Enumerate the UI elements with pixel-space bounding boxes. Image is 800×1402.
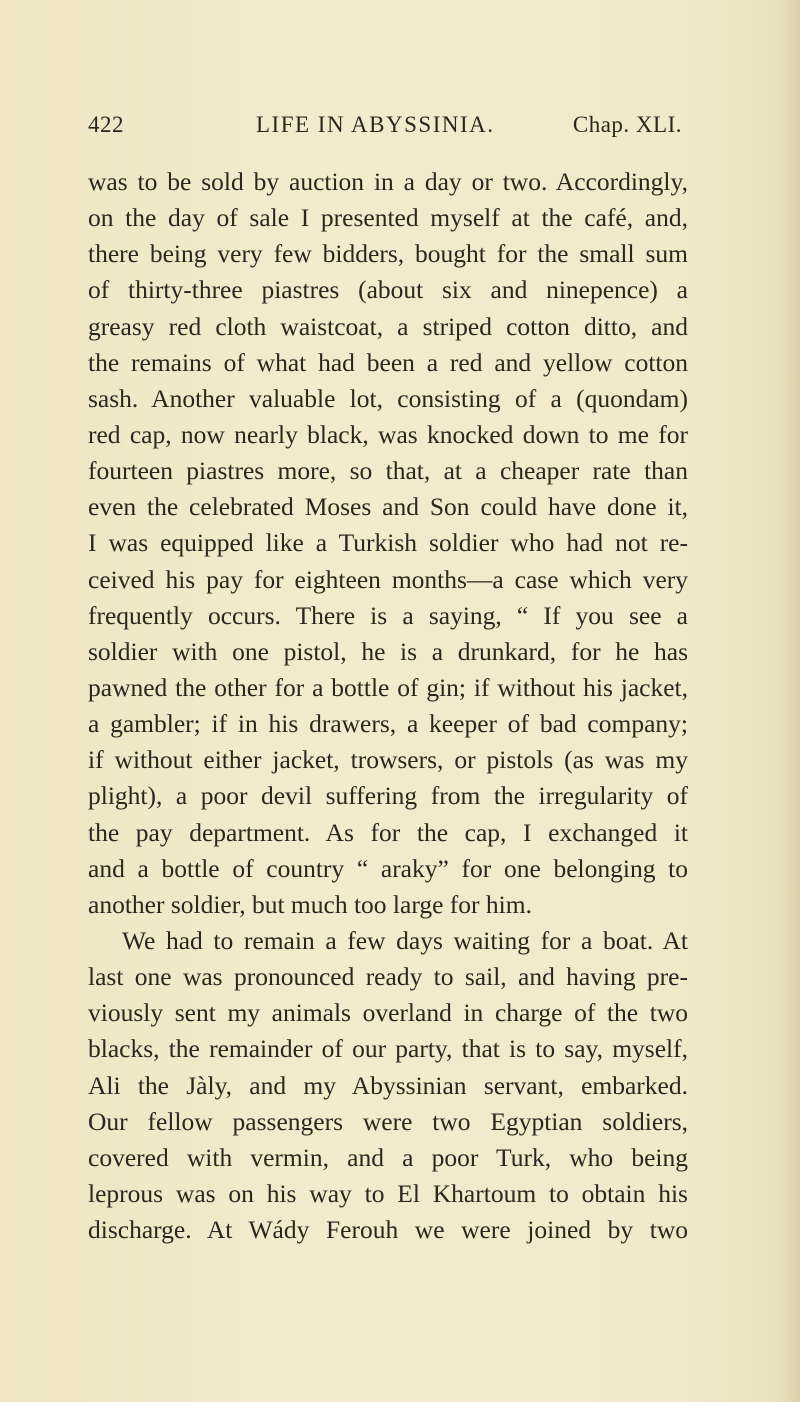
body-text [88, 164, 688, 1248]
text-line: of thirty-three piastres (about six and ninepence) a [88, 275, 688, 305]
text-line: was to be sold by auction in a day or two. Accordingly, [88, 167, 688, 196]
running-title: LIFE IN ABYSSINIA. [256, 112, 495, 137]
text-line: Our fellow passengers were two Egyptian soldiers, [88, 1106, 688, 1136]
text-line: sash. Another valuable lot, consisting of a (quondam) [88, 383, 688, 413]
text-line: red cap, now nearly black, was knocked down to me for [88, 419, 688, 449]
text-line: a gambler; if in his drawers, a keeper of bad company; [88, 709, 688, 739]
text-line: the pay department. As for the cap, I exchanged it [88, 817, 688, 847]
text-line: on the day of sale I presented myself at the café, and, [88, 203, 688, 233]
text-line: I was equipped like a Turkish soldier who had not re- [88, 528, 688, 558]
text-line: if without either jacket, trowsers, or pistols (as was my [88, 745, 688, 775]
running-header [88, 112, 682, 146]
text-line: soldier with one pistol, he is a drunkard, for he has [88, 636, 688, 666]
text-line: frequently occurs. There is a saying, “ If you see a [88, 600, 688, 630]
text-line: even the celebrated Moses and Son could have done it, [88, 492, 688, 522]
chapter-label: Chap. XLI. [572, 112, 682, 137]
text-line: discharge. At Wády Ferouh we were joined by two [88, 1215, 688, 1245]
page-edge-shadow [778, 0, 800, 1402]
text-line: there being very few bidders, bought for the small sum [88, 239, 688, 269]
text-line: fourteen piastres more, so that, at a cheaper rate than [88, 456, 688, 486]
text-line: pawned the other for a bottle of gin; if without his jacket, [88, 672, 688, 702]
text-line: plight), a poor devil suffering from the irregularity of [88, 781, 688, 811]
text-line: greasy red cloth waistcoat, a striped cotton ditto, and [88, 311, 688, 341]
text-line: last one was pronounced ready to sail, and having pre- [88, 962, 688, 992]
text-line: leprous was on his way to El Khartoum to obtain his [88, 1178, 688, 1208]
text-line: the remains of what had been a red and yellow cotton [88, 347, 688, 377]
text-line: Ali the Jàly, and my Abyssinian servant, embarked. [88, 1070, 688, 1100]
text-line: viously sent my animals overland in charge of the two [88, 998, 688, 1028]
text-line: and a bottle of country “ araky” for one belonging to [88, 853, 688, 883]
text-line: blacks, the remainder of our party, that is to say, myself, [88, 1034, 688, 1064]
page-number: 422 [88, 112, 124, 137]
paragraph-end-line: another soldier, but much too large for him. [88, 889, 532, 919]
text-line: ceived his pay for eighteen months—a case which very [88, 564, 688, 594]
paragraph-start-line: We had to remain a few days waiting for a boat. At [122, 925, 688, 955]
text-line: covered with vermin, and a poor Turk, who being [88, 1142, 688, 1172]
